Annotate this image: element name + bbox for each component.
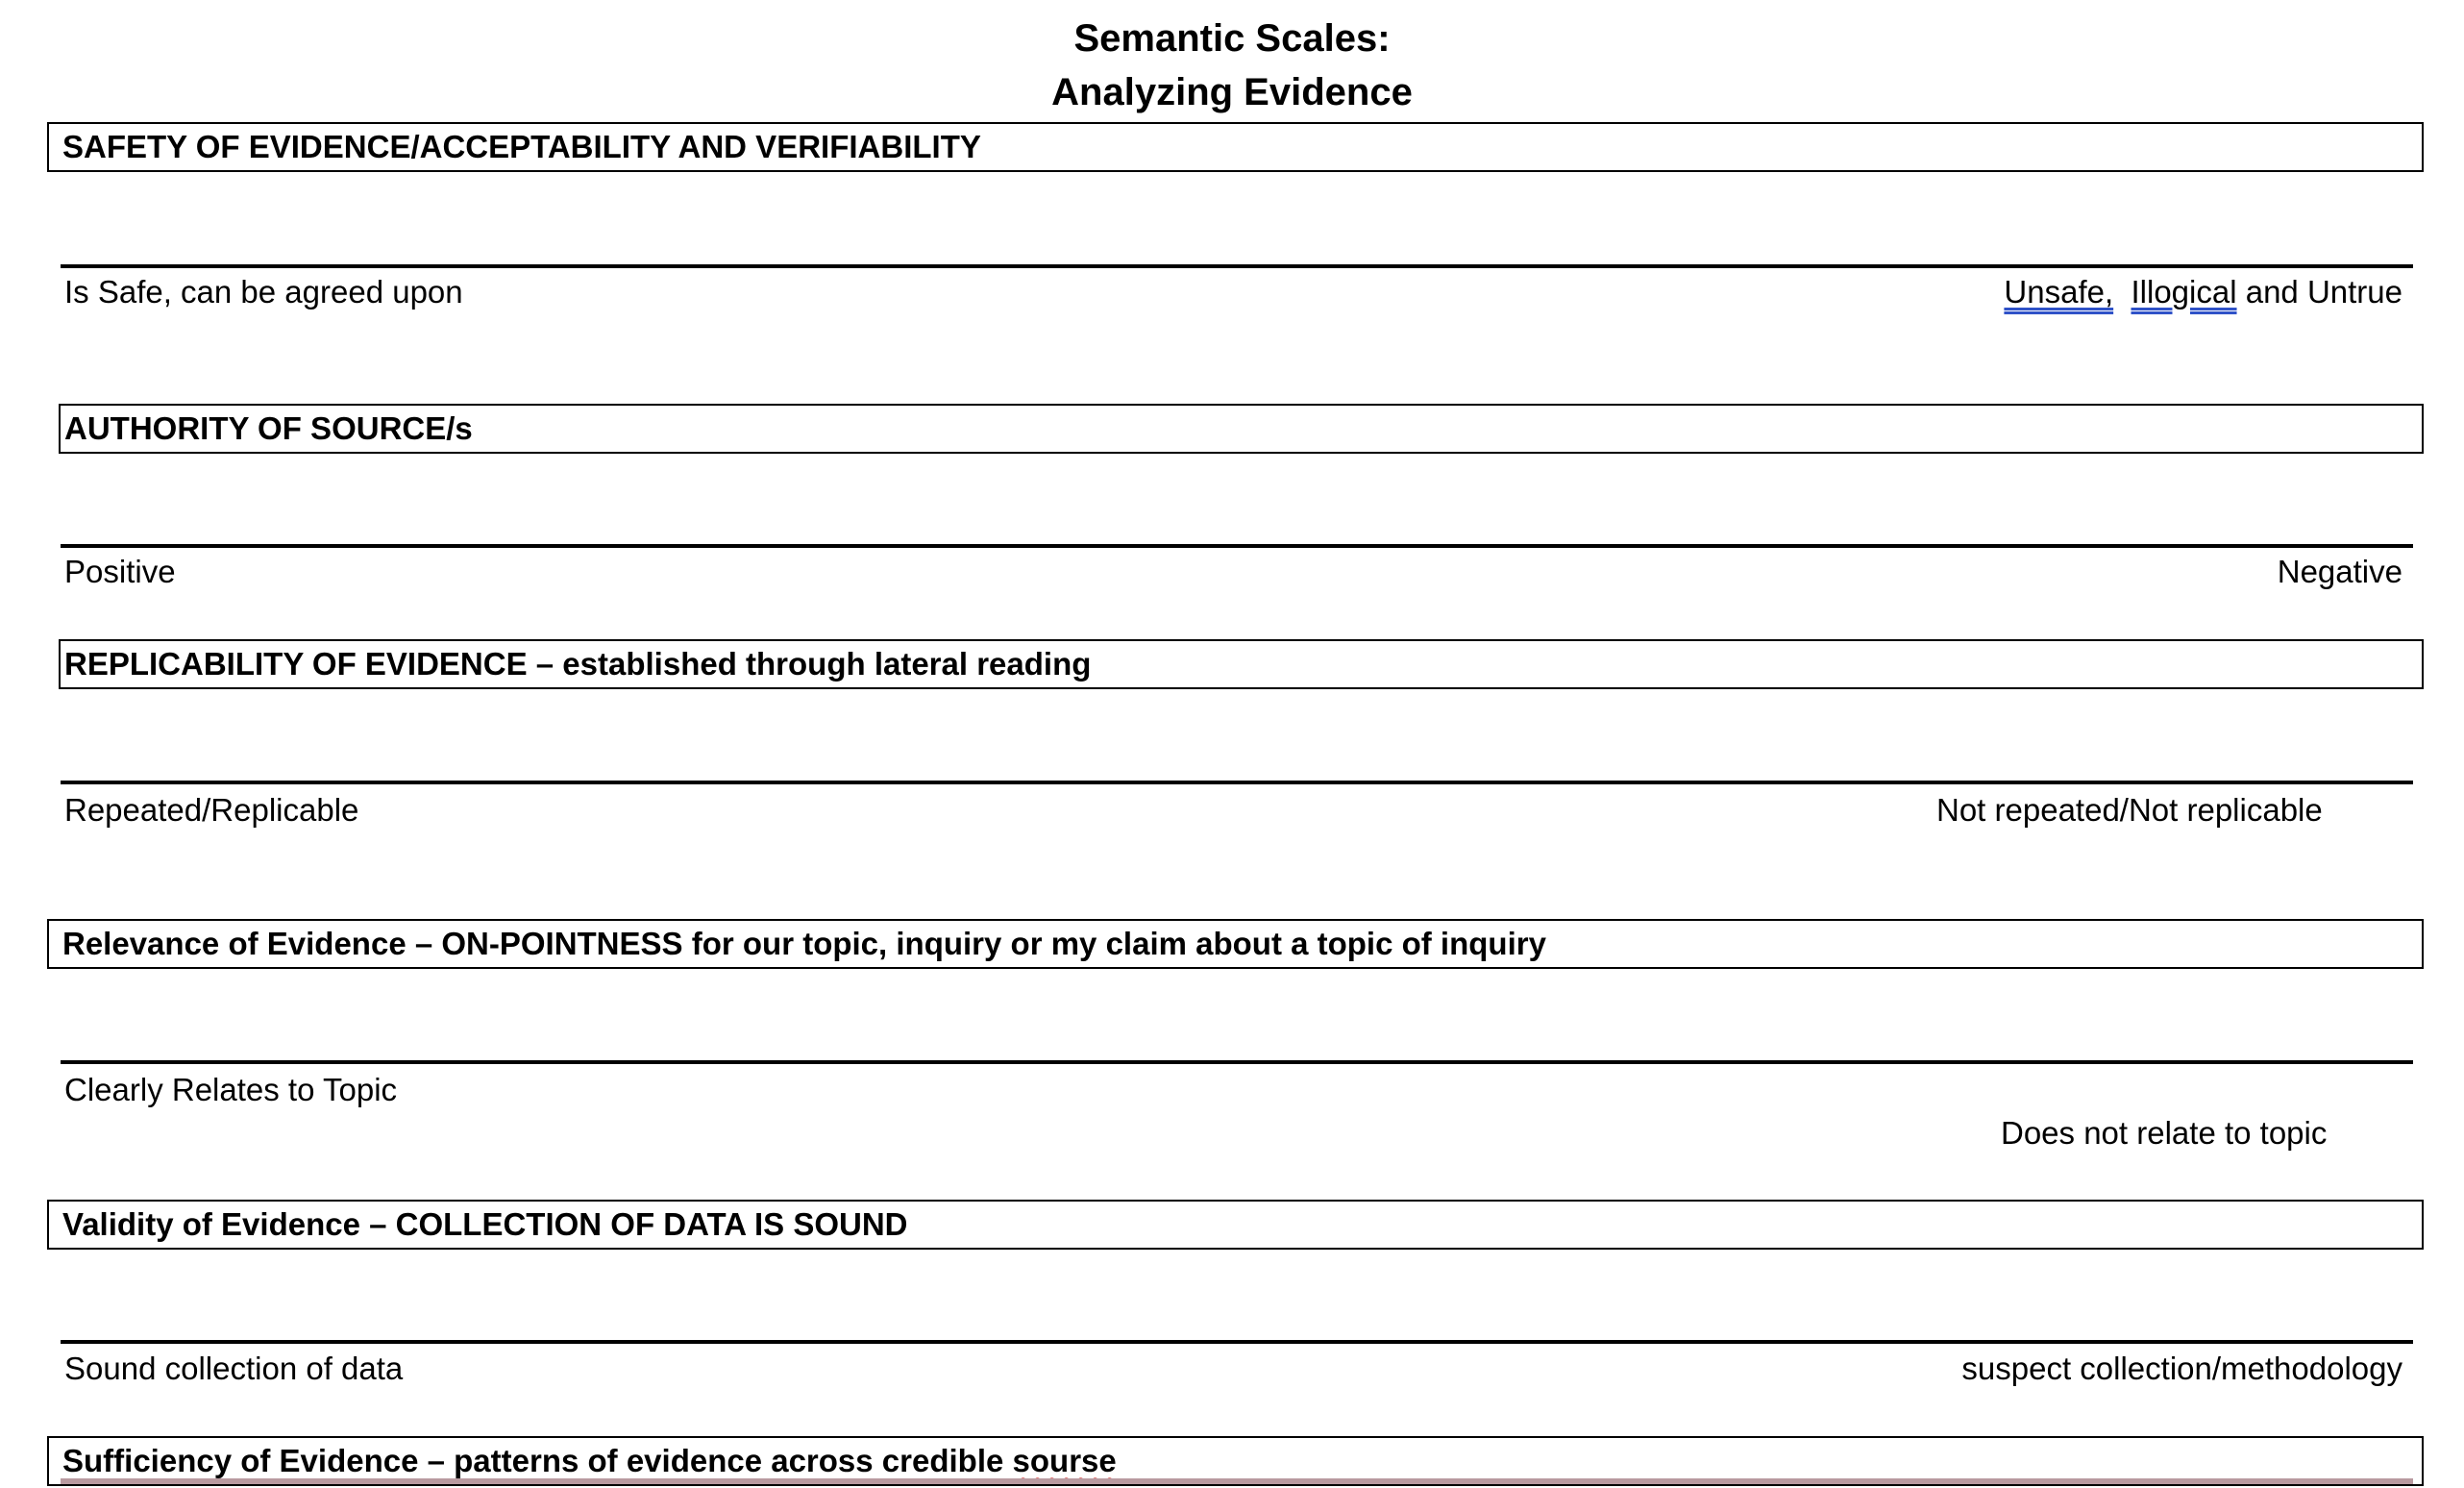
section-heading-relevance: Relevance of Evidence – ON-POINTNESS for our topic, inquiry or my claim about a topic of inquiry <box>47 919 2424 969</box>
page-title-line-1: Semantic Scales: <box>1073 17 1391 60</box>
scale-right-label-safety <box>2004 273 2402 311</box>
scale-line-relevance <box>61 1060 2413 1064</box>
underlined-unsafe: Unsafe, <box>2004 274 2114 310</box>
section-heading-replicability: REPLICABILITY OF EVIDENCE – established through lateral reading <box>59 639 2424 689</box>
scale-right-label-validity: suspect collection/methodology <box>1961 1351 2402 1386</box>
scale-right-label-replicability: Not repeated/Not replicable <box>1936 792 2323 828</box>
scale-left-label-validity: Sound collection of data <box>64 1351 404 1386</box>
scale-left-label-safety: Is Safe, can be agreed upon <box>64 274 463 310</box>
right-label-rest: and Untrue <box>2245 274 2402 310</box>
bottom-divider <box>61 1478 2413 1484</box>
scale-left-label-relevance: Clearly Relates to Topic <box>64 1072 398 1107</box>
scale-line-safety <box>61 264 2413 268</box>
scale-right-label-authority: Negative <box>2277 554 2402 589</box>
section-heading-validity: Validity of Evidence – COLLECTION OF DATA IS SOUND <box>47 1200 2424 1250</box>
scale-right-label-relevance: Does not relate to topic <box>2001 1115 2328 1151</box>
sufficiency-heading-text: Sufficiency of Evidence – patterns of evidence across credible <box>62 1443 1004 1478</box>
scale-line-validity <box>61 1340 2413 1344</box>
underlined-illogical: Illogical <box>2131 274 2237 310</box>
page-title-line-2: Analyzing Evidence <box>1051 71 1413 113</box>
section-heading-safety: SAFETY OF EVIDENCE/ACCEPTABILITY AND VERIFIABILITY <box>47 122 2424 172</box>
misspelled-word: sourse <box>1012 1443 1117 1478</box>
scale-line-authority <box>61 544 2413 548</box>
scale-left-label-authority: Positive <box>64 554 176 589</box>
section-heading-authority: AUTHORITY OF SOURCE/s <box>59 404 2424 454</box>
scale-line-replicability <box>61 781 2413 784</box>
scale-left-label-replicability: Repeated/Replicable <box>64 792 359 828</box>
